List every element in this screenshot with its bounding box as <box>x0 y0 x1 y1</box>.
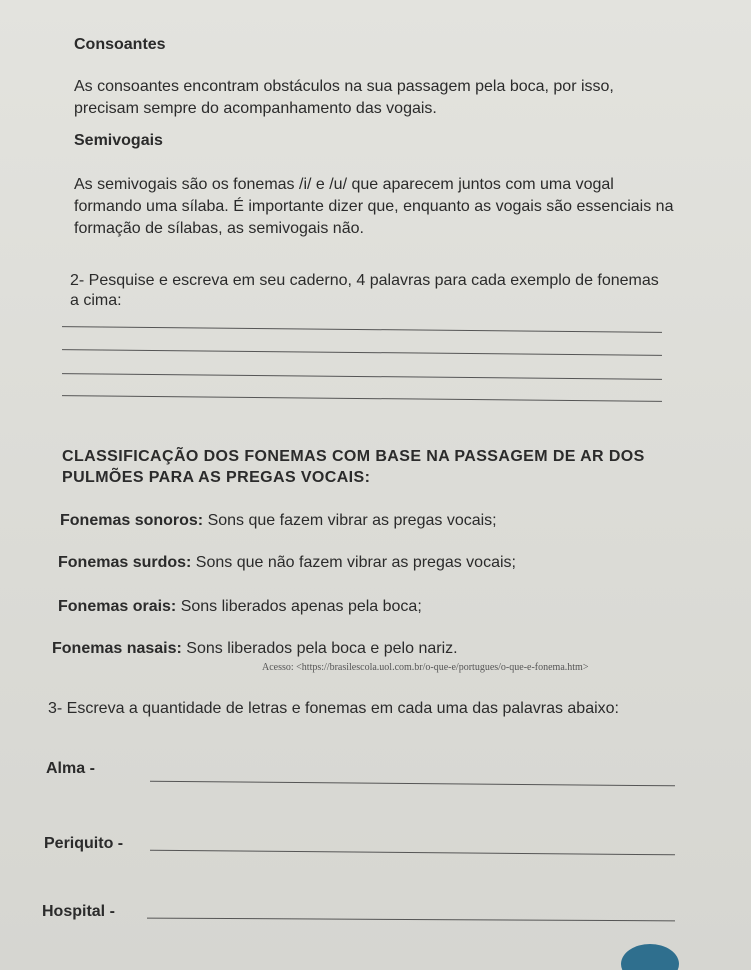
term-surdos: Fonemas surdos: <box>58 554 192 571</box>
classification-title-line-2: PULMÕES PARA AS PREGAS VOCAIS: <box>62 469 371 486</box>
word-hospital: Hospital - <box>42 903 115 920</box>
consoantes-heading: Consoantes <box>74 36 166 53</box>
semivogais-text-line-1: As semivogais são os fonemas /i/ e /u/ que aparecem juntos com uma vogal <box>74 176 614 193</box>
term-sonoros: Fonemas sonoros: <box>60 512 204 529</box>
word-alma: Alma - <box>46 760 95 777</box>
definition-text-surdos: Sons que não fazem vibrar as pregas vocais; <box>191 554 516 571</box>
definition-orais <box>58 596 422 617</box>
answer-line-3[interactable] <box>62 373 662 380</box>
answer-line-1[interactable] <box>62 326 662 333</box>
semivogais-text-line-2: formando uma sílaba. É importante dizer que, enquanto as vogais são essenciais na <box>74 198 674 215</box>
answer-line-4[interactable] <box>62 395 662 402</box>
exercise-2-prompt-line-2: a cima: <box>70 292 122 309</box>
term-orais: Fonemas orais: <box>58 598 177 615</box>
definition-text-sonoros: Sons que fazem vibrar as pregas vocais; <box>203 512 497 529</box>
logo-stamp-icon <box>621 944 679 970</box>
definition-text-orais: Sons liberados apenas pela boca; <box>176 598 422 615</box>
consoantes-text-line-1: As consoantes encontram obstáculos na sua passagem pela boca, por isso, <box>74 78 614 95</box>
answer-line-periquito[interactable] <box>150 850 675 856</box>
consoantes-text-line-2: precisam sempre do acompanhamento das vogais. <box>74 100 437 117</box>
definition-sonoros <box>60 510 497 531</box>
answer-line-hospital[interactable] <box>147 918 675 922</box>
answer-line-2[interactable] <box>62 349 662 356</box>
source-reference: Acesso: <https://brasilescola.uol.com.br/o-que-e/portugues/o-que-e-fonema.htm> <box>262 662 589 673</box>
exercise-3-prompt: 3- Escreva a quantidade de letras e fonemas em cada uma das palavras abaixo: <box>48 700 619 717</box>
word-periquito: Periquito - <box>44 835 124 852</box>
answer-line-alma[interactable] <box>150 781 675 787</box>
definition-nasais <box>52 638 458 659</box>
semivogais-heading: Semivogais <box>74 132 163 149</box>
exercise-2-prompt-line-1: 2- Pesquise e escreva em seu caderno, 4 palavras para cada exemplo de fonemas <box>70 272 659 289</box>
term-nasais: Fonemas nasais: <box>52 640 182 657</box>
semivogais-text-line-3: formação de sílabas, as semivogais não. <box>74 220 364 237</box>
definition-surdos <box>58 552 516 573</box>
classification-title-line-1: CLASSIFICAÇÃO DOS FONEMAS COM BASE NA PASSAGEM DE AR DOS <box>62 448 645 465</box>
definition-text-nasais: Sons liberados pela boca e pelo nariz. <box>181 640 458 657</box>
